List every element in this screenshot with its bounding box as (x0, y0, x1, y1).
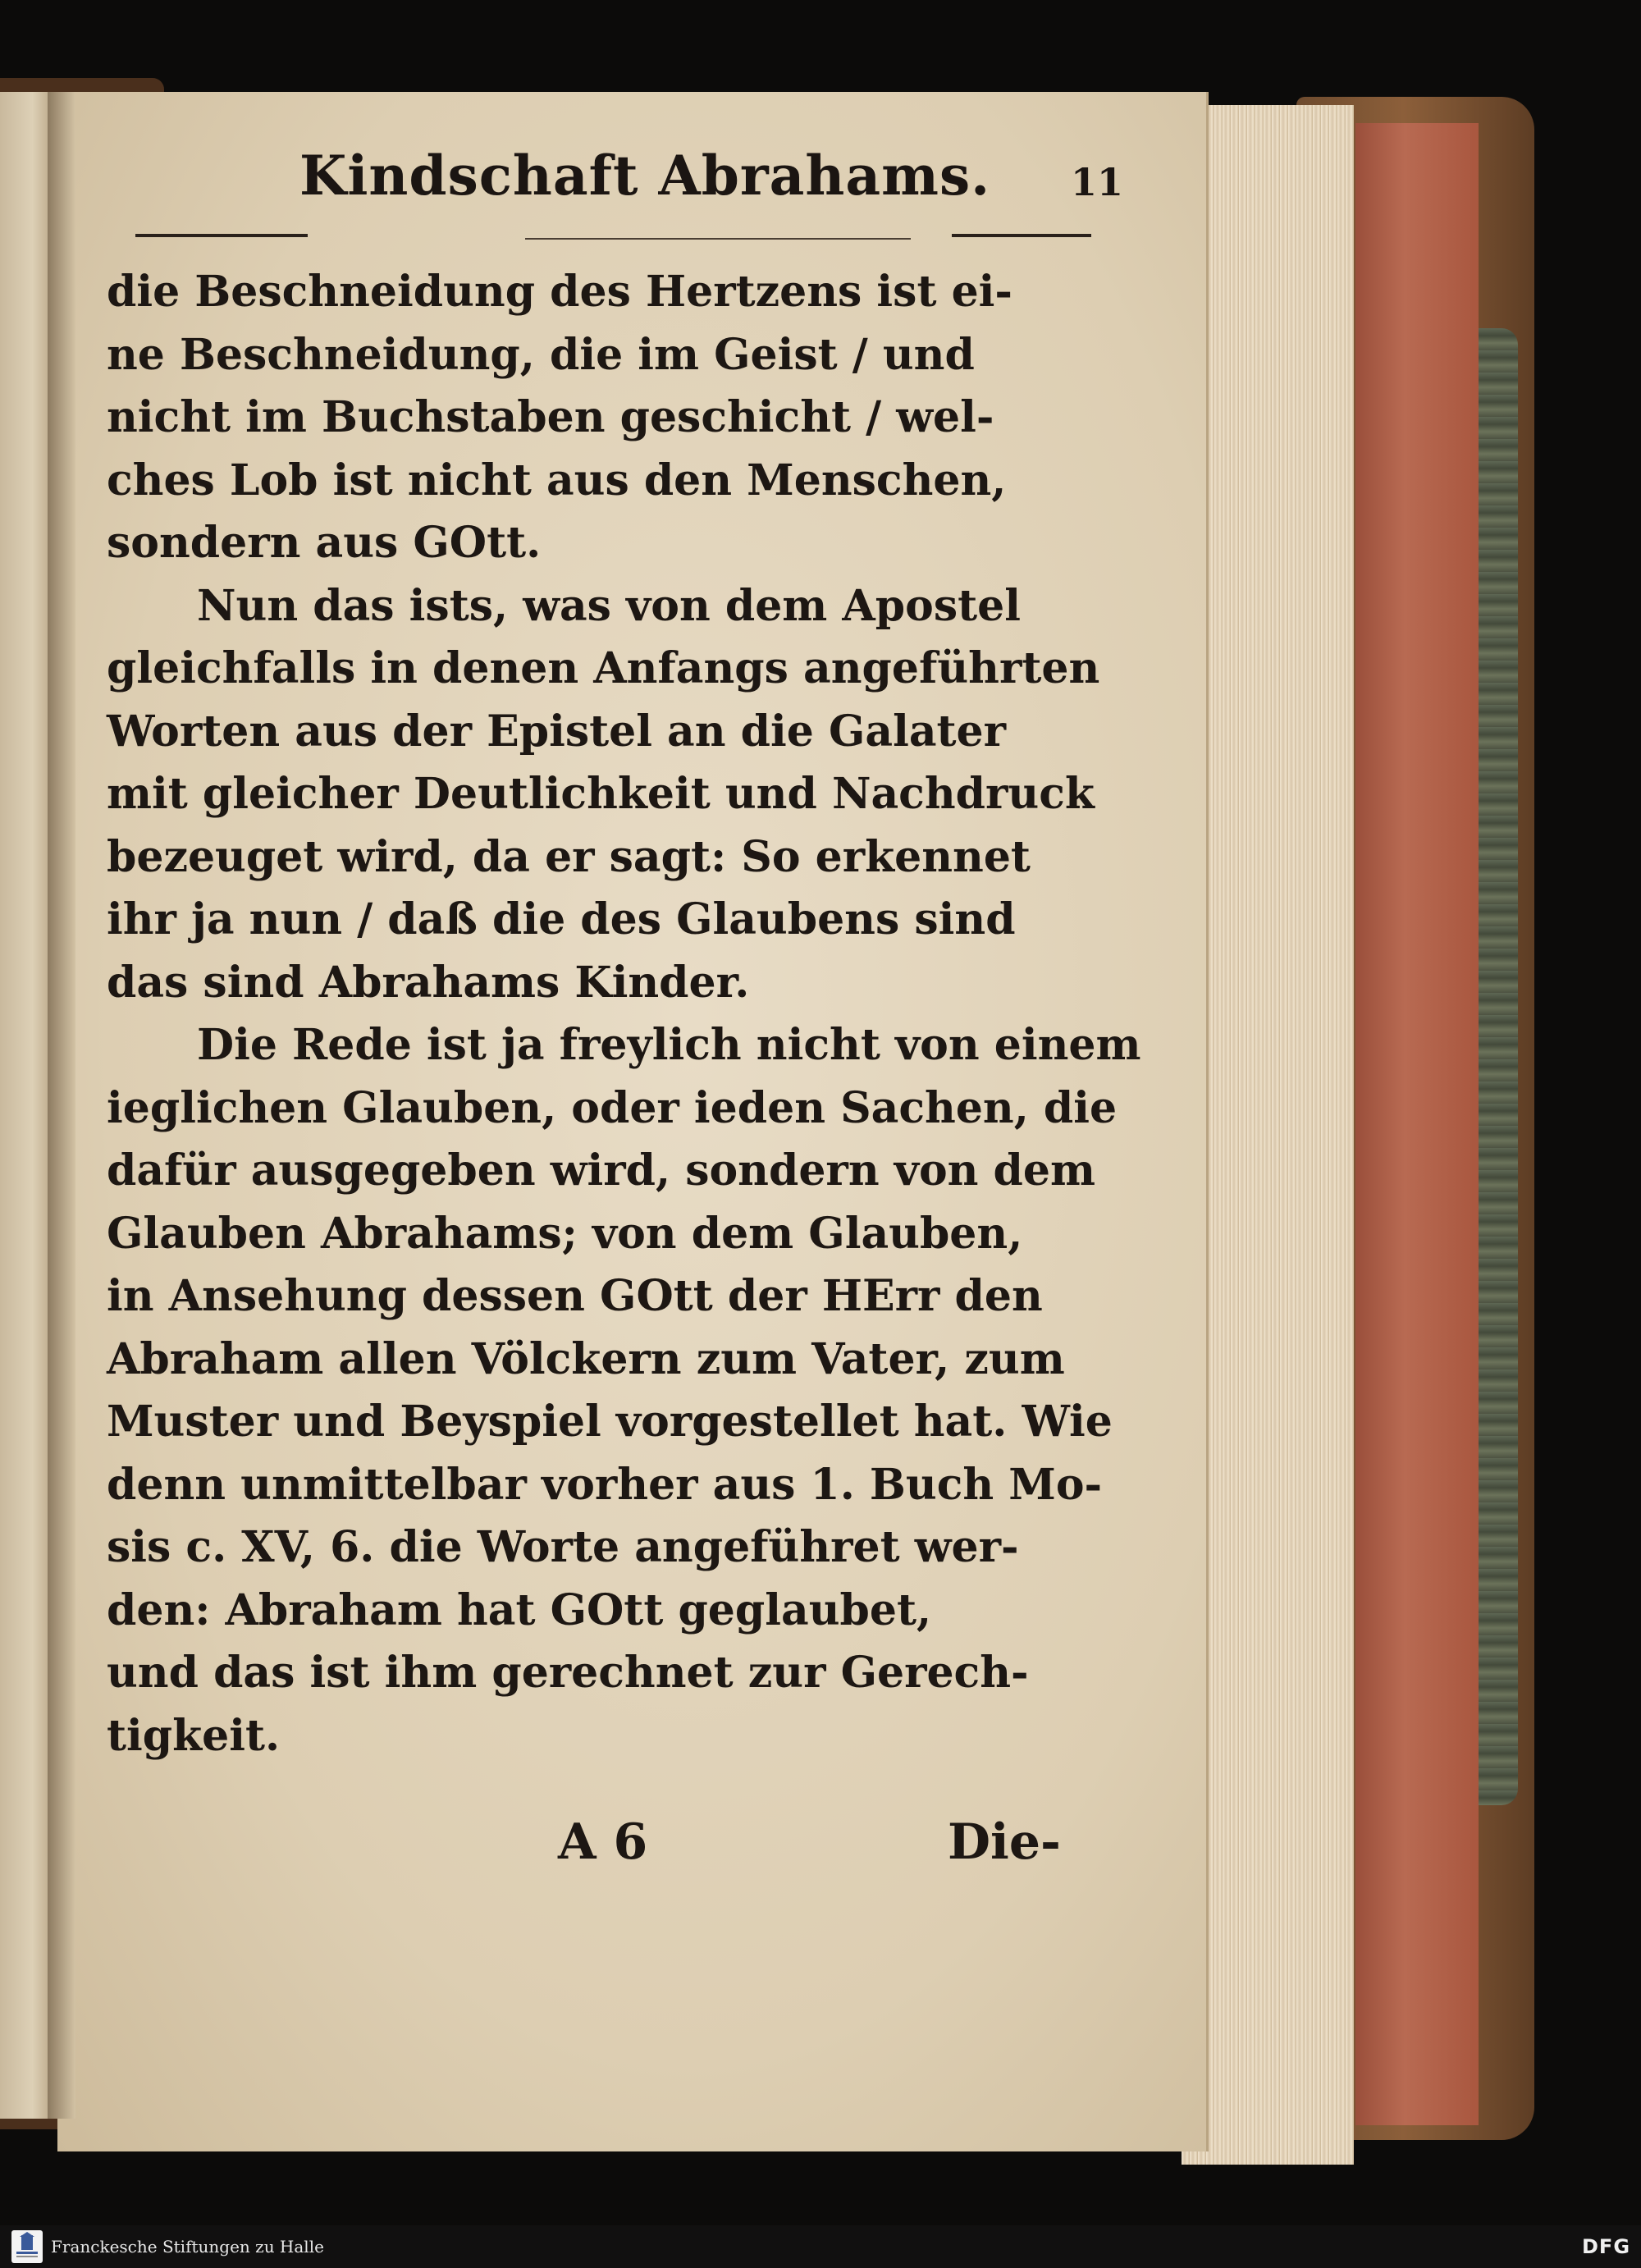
text-line: denn unmittelbar vorher aus 1. Buch Mo- (107, 1459, 1103, 1510)
head-rule-right (952, 234, 1091, 237)
text-line: tigkeit. (107, 1710, 281, 1761)
red-page-edge (1355, 123, 1479, 2125)
left-page-edge (0, 92, 54, 2119)
catchword: Die- (948, 1813, 1061, 1871)
text-line: ihr ja nun / daß die des Glaubens sind (107, 894, 1016, 944)
text-line: Abraham allen Völckern zum Vater, zum (107, 1333, 1065, 1384)
head-rule-left (135, 234, 308, 237)
text-line: ieglichen Glauben, oder ieden Sachen, die (107, 1082, 1118, 1133)
dfg-logo: DFG (1582, 2235, 1631, 2258)
text-line: in Ansehung dessen GOtt der HErr den (107, 1271, 1043, 1321)
running-head: Kindschaft Abrahams. (299, 144, 991, 208)
text-line: sondern aus GOtt. (107, 518, 542, 568)
text-line: ches Lob ist nicht aus den Menschen, (107, 455, 1007, 505)
text-line: nicht im Buchstaben geschicht / wel- (107, 392, 994, 442)
text-line: ne Beschneidung, die im Geist / und (107, 329, 975, 380)
text-line: den: Abraham hat GOtt geglaubet, (107, 1584, 932, 1635)
text-line: Muster und Beyspiel vorgestellet hat. Wie (107, 1397, 1113, 1447)
page-gutter (48, 92, 75, 2119)
text-line: mit gleicher Deutlichkeit und Nachdruck (107, 769, 1095, 819)
head-rule-center (525, 238, 911, 240)
text-line: bezeuget wird, da er sagt: So erkennet (107, 831, 1031, 882)
text-line: die Beschneidung des Hertzens ist ei- (107, 267, 1012, 317)
text-line: das sind Abrahams Kinder. (107, 957, 750, 1008)
text-line: Glauben Abrahams; von dem Glauben, (107, 1208, 1023, 1259)
text-line: Die Rede ist ja freylich nicht von einem (197, 1020, 1141, 1070)
signature-mark: A 6 (558, 1813, 648, 1871)
text-line: sis c. XV, 6. die Worte angeführet wer- (107, 1522, 1019, 1572)
institution-name: Franckesche Stiftungen zu Halle (51, 2237, 324, 2257)
text-line: und das ist ihm gerechnet zur Gerech- (107, 1648, 1029, 1698)
text-line: Nun das ists, was von dem Apostel (197, 580, 1021, 631)
page-number: 11 (1071, 160, 1124, 204)
text-line: dafür ausgegeben wird, sondern von dem (107, 1145, 1096, 1196)
text-line: gleichfalls in denen Anfangs angeführten (107, 643, 1100, 693)
text-line: Worten aus der Epistel an die Galater (107, 706, 1007, 757)
body-text (107, 261, 1141, 1767)
institution-logo-icon (11, 2230, 43, 2263)
